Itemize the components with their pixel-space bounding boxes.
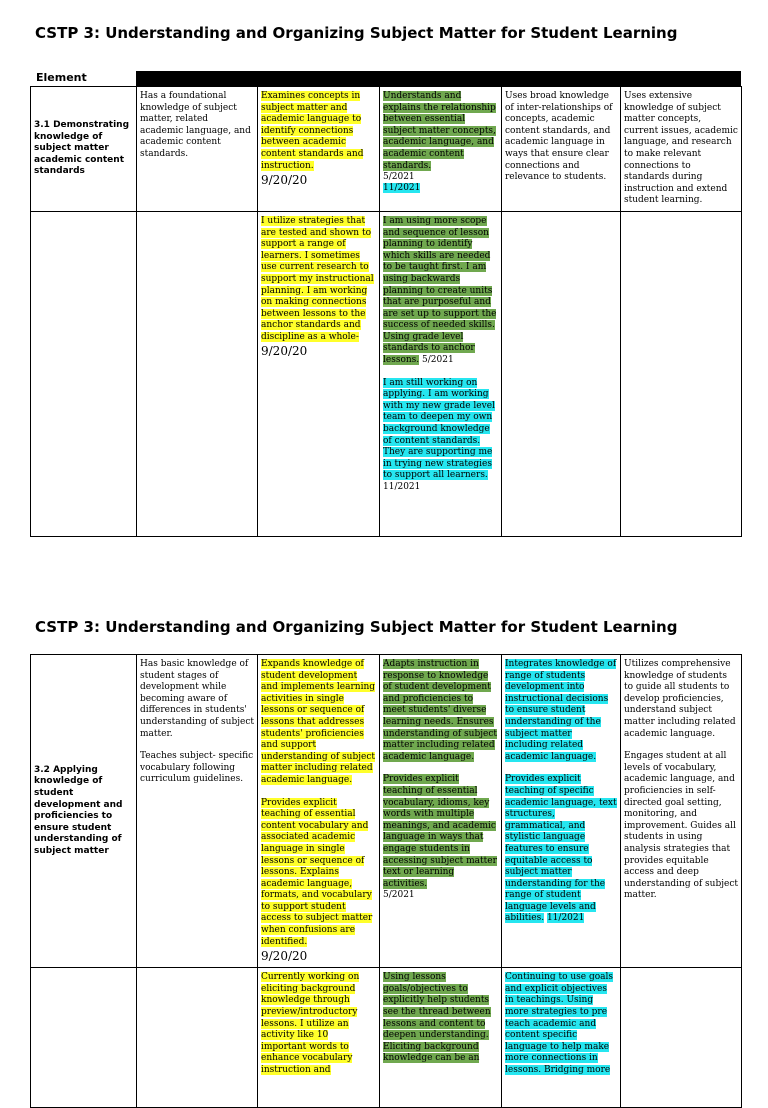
evidence-cell xyxy=(258,211,380,536)
date-label: 11/2021 xyxy=(383,183,421,194)
date-label: 11/2021 xyxy=(546,913,585,924)
table-row xyxy=(31,968,742,1108)
level-cell xyxy=(621,655,742,968)
element-cell xyxy=(31,87,137,212)
evidence-text: Using lessons goals/objectives to explicitly help students see the thread between lessons and content to deepen understanding. Eliciting background knowledge can be an xyxy=(383,972,491,1064)
level-2-text: Examines concepts in subject matter and academic language to identify connections between academic content standards and instruction. xyxy=(261,91,364,171)
rubric-table-3-1 xyxy=(30,86,742,537)
level-2-text: Provides explicit teaching of essential content vocabulary and associated academic language in single lessons or sequence of lessons. Explains academic language, formats, and vocabulary to support student access to subject matter when confusions are identified. xyxy=(261,797,373,947)
evidence-text: Currently working on eliciting background knowledge through preview/introductory lessons. I utilize an activity like 10 important words to enhance vocabulary instruction and xyxy=(261,972,360,1075)
level-cell xyxy=(502,211,621,536)
level-4-text: Provides explicit teaching of specific academic language, text structures, grammatical, and stylistic language features to ensure equitable access to subject matter understanding for the range of student language levels and abilities. xyxy=(505,774,617,924)
level-cell xyxy=(621,968,742,1108)
evidence-cell xyxy=(258,968,380,1108)
level-5-text: Utilizes comprehensive knowledge of students to guide all students to develop proficiencies, understand subject matter including related academic language. xyxy=(624,659,736,739)
page-title: CSTP 3: Understanding and Organizing Subject Matter for Student Learning xyxy=(35,24,678,42)
element-3-2-label: 3.2 Applying knowledge of student development and proficiencies to ensure student understanding of subject matter xyxy=(34,764,123,856)
table-row xyxy=(31,211,742,536)
element-cell xyxy=(31,655,137,968)
level-1-text: Teaches subject- specific vocabulary following curriculum guidelines. xyxy=(140,751,254,785)
evidence-cell xyxy=(380,968,502,1108)
level-3-text: Provides explicit teaching of essential vocabulary, idioms, key words with multiple meanings, and academic language in ways that engage students in accessing subject matter text or learning activities. xyxy=(383,774,497,889)
level-cell xyxy=(502,87,621,212)
evidence-cell xyxy=(502,968,621,1108)
level-cell xyxy=(137,211,258,536)
evidence-cell xyxy=(380,211,502,536)
element-column-label: Element xyxy=(36,71,87,84)
level-4-text: Uses broad knowledge of inter-relationships of concepts, academic content standards, and academic language in ways that ensure clear connections and relevance to students. xyxy=(505,91,613,183)
date-label: 5/2021 xyxy=(422,355,454,366)
level-cell xyxy=(502,655,621,968)
rubric-table-3-2 xyxy=(30,654,742,1108)
date-label: 9/20/20 xyxy=(261,173,308,188)
table-row xyxy=(31,87,742,212)
date-label: 9/20/20 xyxy=(261,949,308,964)
level-1-text: Has a foundational knowledge of subject matter, related academic language, and academic content standards. xyxy=(140,91,251,159)
element-cell xyxy=(31,968,137,1108)
header-bar xyxy=(136,71,741,86)
level-cell xyxy=(621,87,742,212)
level-cell xyxy=(137,655,258,968)
level-2-text: Expands knowledge of student development and implements learning activities in single lessons or sequence of lessons that addresses students' proficiencies and support understanding of subject matter including related academic language. xyxy=(261,659,376,785)
level-cell xyxy=(137,87,258,212)
evidence-text: I utilize strategies that are tested and shown to support a range of learners. I sometimes use current research to support my instructional planning. I am working on making connections between lessons to the anchor standards and discipline as a whole- xyxy=(261,215,374,342)
level-cell xyxy=(258,655,380,968)
level-4-text: Integrates knowledge of range of students development into instructional decisions to ensure student understanding of the subject matter including related academic language. xyxy=(505,659,617,762)
level-1-text: Has basic knowledge of student stages of development while becoming aware of differences in students' understanding of subject matter. xyxy=(140,659,254,739)
date-label: 9/20/20 xyxy=(261,344,308,359)
date-label: 11/2021 xyxy=(383,482,421,492)
level-3-text: Understands and explains the relationship between essential subject matter concepts, academic language, and academic content standards. xyxy=(383,91,496,171)
level-cell xyxy=(258,87,380,212)
element-3-1-label: 3.1 Demonstrating knowledge of subject matter academic content standards xyxy=(34,119,130,177)
element-cell xyxy=(31,211,137,536)
level-cell xyxy=(621,211,742,536)
date-label: 5/2021 xyxy=(383,890,415,901)
level-3-text: Adapts instruction in response to knowledge of student development and proficiencies to meet students' diverse learning needs. Ensures understanding of subject matter including related academic language. xyxy=(383,659,497,762)
evidence-text: I am using more scope and sequence of lesson planning to identify which skills are needed to be taught first. I am using backwards planning to create units that are purposeful and are set up to support the success of needed skills. Using grade level standards to anchor lessons. xyxy=(383,215,497,366)
evidence-text: I am still working on applying. I am working with my new grade level team to deepen my own background knowledge of content standards. They are supporting me in trying new strategies to support all learners. xyxy=(383,377,495,481)
evidence-text: Continuing to use goals and explicit objectives in teachings. Using more strategies to pre teach academic and content specific language to help make more connections in lessons. Bridging more xyxy=(505,972,614,1075)
level-cell xyxy=(380,655,502,968)
level-cell xyxy=(137,968,258,1108)
table-row xyxy=(31,655,742,968)
date-label: 5/2021 xyxy=(383,172,415,183)
section-2-title: CSTP 3: Understanding and Organizing Subject Matter for Student Learning xyxy=(35,618,678,636)
level-cell xyxy=(380,87,502,212)
level-5-text: Engages student at all levels of vocabulary, academic language, and proficiencies in self-directed goal setting, monitoring, and improvement. Guides all students in using analysis strategies that provides equitable access and deep understanding of subject matter. xyxy=(624,751,738,901)
level-5-text: Uses extensive knowledge of subject matter concepts, current issues, academic language, and research to make relevant connections to standards during instruction and extend student learning. xyxy=(624,91,738,206)
